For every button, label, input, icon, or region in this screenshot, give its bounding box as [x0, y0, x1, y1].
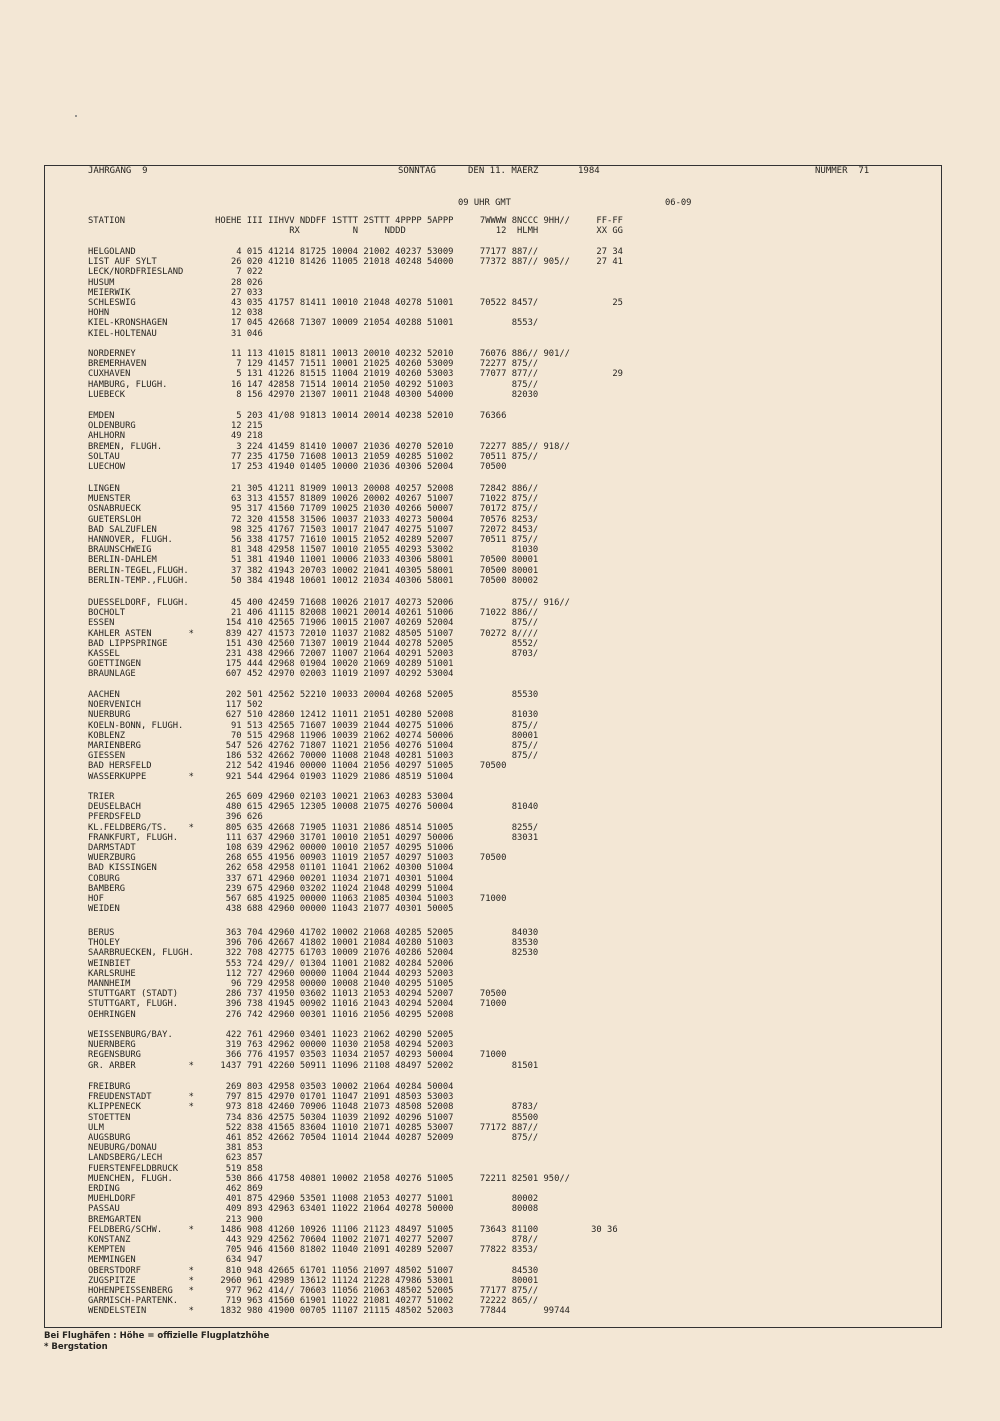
table-row: BAMBERG 239 675 42960 03202 11024 21048 40299 51004 [88, 883, 454, 894]
table-row: BRAUNSCHWEIG 81 348 42958 11507 10010 21055 40293 53002 81030 [88, 545, 539, 556]
table-row: KIEL-HOLTENAU 31 046 [88, 328, 263, 339]
table-row: COBURG 337 671 42960 00201 11034 21071 40301 51004 [88, 873, 454, 884]
table-row: BREMERHAVEN 7 129 41457 71511 10001 21025 40260 53009 72277 875// [88, 359, 539, 370]
table-row: PFERDSFELD 396 626 [88, 812, 263, 823]
time-range: 06-09 [665, 198, 692, 208]
table-row: MUENCHEN, FLUGH. 530 866 41758 40801 10002 21058 40276 51005 72211 82501 950// [88, 1173, 570, 1184]
table-row: SOLTAU 77 235 41750 71608 10013 21059 40285 51002 70511 875// [88, 451, 539, 462]
table-row: MUENSTER 63 313 41557 81809 10026 20002 40267 51007 71022 875// [88, 494, 539, 505]
table-row: ULM 522 838 41565 83604 11010 21071 40285 53007 77172 887// [88, 1122, 539, 1133]
table-row: EMDEN 5 203 41/08 91813 10014 20014 40238 52010 76366 [88, 411, 507, 421]
table-row: SCHLESWIG 43 035 41757 81411 10010 21048 40278 51001 70522 8457/ 25 [88, 298, 623, 308]
table-row: DUESSELDORF, FLUGH. 45 400 42459 71608 10026 21017 40273 52006 875// 916// [88, 598, 570, 608]
table-row: BAD HERSFELD 212 542 41946 00000 11004 21056 40297 51005 70500 [88, 761, 507, 772]
table-row: LUECHOW 17 253 41940 01405 10000 21036 40306 52004 70500 [88, 462, 507, 472]
table-row: NORDERNEY 11 113 41015 81811 10013 20010 40232 52010 76076 886// 901// [88, 349, 570, 359]
table-row: BREMEN, FLUGH. 3 224 41459 81410 10007 21036 40270 52010 72277 885// 918// [88, 441, 570, 452]
table-row: BERUS 363 704 42960 41702 10002 21068 40285 52005 84030 [88, 928, 539, 938]
table-row: OEHRINGEN 276 742 42960 00301 11016 21056 40295 52008 [88, 1009, 454, 1020]
table-row: SAARBRUECKEN, FLUGH. 322 708 42775 61703 10009 21076 40286 52004 82530 [88, 948, 539, 959]
table-row: STUTTGART (STADT) 286 737 41950 03602 11013 21053 40294 52007 70500 [88, 989, 507, 1000]
table-row: CUXHAVEN 5 131 41226 81515 11004 21019 40260 53003 77077 877// 29 [88, 369, 623, 380]
table-row: BAD KISSINGEN 262 658 42958 01101 11041 21062 40300 51004 [88, 863, 454, 874]
table-row: NUERBURG 627 510 42860 12412 11011 21051 40280 52008 81030 [88, 710, 539, 721]
table-row: GOETTINGEN 175 444 42968 01904 10020 21069 40289 51001 [88, 659, 454, 670]
table-row: GR. ARBER * 1437 791 42260 50911 11096 21108 48497 52002 81501 [88, 1060, 539, 1071]
table-row: HUSUM 28 026 [88, 277, 263, 288]
table-row: FREIBURG 269 803 42958 03503 10002 21064 40284 50004 [88, 1082, 454, 1092]
table-row: AACHEN 202 501 42562 52210 10033 20004 40268 52005 85530 [88, 690, 539, 700]
table-row: PASSAU 409 893 42963 63401 11022 21064 40278 50000 80008 [88, 1204, 539, 1215]
table-row: BERLIN-TEGEL,FLUGH. 37 382 41943 20703 10002 21041 40305 58001 70500 80001 [88, 565, 539, 576]
table-row: REGENSBURG 366 776 41957 03503 11034 21057 40293 50004 71000 [88, 1050, 507, 1061]
table-row: KARLSRUHE 112 727 42960 00000 11004 21044 40293 52003 [88, 968, 454, 979]
page-speck [75, 115, 77, 117]
weekday-label: SONNTAG [398, 166, 436, 176]
table-row: KONSTANZ 443 929 42562 70604 11002 21071 40277 52007 878// [88, 1235, 539, 1245]
table-row: DEUSELBACH 480 615 42965 12305 10008 21075 40276 50004 81040 [88, 802, 539, 813]
table-row: BOCHOLT 21 406 41115 82008 10021 20014 40261 51006 71022 886// [88, 608, 539, 619]
table-row: LIST AUF SYLT 26 020 41210 81426 11005 21018 40248 54000 77372 887// 905// 27 41 [88, 257, 623, 268]
table-row: BERLIN-TEMP.,FLUGH. 50 384 41948 10601 10012 21034 40306 58001 70500 80002 [88, 575, 539, 586]
table-row: ZUGSPITZE * 2960 961 42989 13612 11124 21228 47986 53001 80001 [88, 1275, 539, 1286]
table-row: OBERSTDORF * 810 948 42665 61701 11056 21097 48502 51007 84530 [88, 1265, 539, 1276]
table-row: HOHENPEISSENBERG * 977 962 414// 70603 11056 21063 48502 52005 77177 875// [88, 1286, 539, 1296]
table-row: ESSEN 154 410 42565 71906 10015 21007 40269 52004 875// [88, 618, 539, 629]
table-row: FUERSTENFELDBRUCK 519 858 [88, 1163, 263, 1174]
table-row: OLDENBURG 12 215 [88, 421, 263, 432]
table-row: WEINBIET 553 724 429// 01304 11001 21082 40284 52006 [88, 958, 454, 969]
table-row: AUGSBURG 461 852 42662 70504 11014 21044 40287 52009 875// [88, 1133, 539, 1143]
table-row: LUEBECK 8 156 42970 21307 10011 21048 40300 54000 82030 [88, 389, 539, 400]
table-row: MEMMINGEN 634 947 [88, 1255, 263, 1266]
table-row: NOERVENICH 117 502 [88, 700, 263, 711]
table-row: FRANKFURT, FLUGH. 111 637 42960 31701 10010 21051 40297 50006 83031 [88, 832, 539, 843]
table-row: WASSERKUPPE * 921 544 42964 01903 11029 21086 48519 51004 [88, 771, 454, 782]
table-row: STOETTEN 734 836 42575 50304 11039 21092 40296 51007 85500 [88, 1112, 539, 1123]
footnote-mountain-station: * Bergstation [44, 1342, 108, 1352]
column-header-row-1: STATION HOEHE III IIHVV NDDFF 1STTT 2STTT 4PPPP 5APPP 7WWWW 8NCCC 9HH// FF-FF [88, 216, 623, 226]
table-row: NUERNBERG 319 763 42962 00000 11030 21058 40294 52003 [88, 1040, 454, 1051]
table-row: BERLIN-DAHLEM 51 381 41940 11001 10006 21033 40306 58001 70500 80001 [88, 555, 539, 566]
table-row: BREMGARTEN 213 900 [88, 1214, 263, 1225]
table-row: KLIPPENECK * 973 818 42460 70906 11048 21073 48508 52008 8783/ [88, 1102, 539, 1113]
table-row: MARIENBERG 547 526 42762 71807 11021 21056 40276 51004 875// [88, 741, 539, 751]
table-row: KAHLER ASTEN * 839 427 41573 72010 11037 21082 48505 51007 70272 8//// [88, 628, 539, 639]
table-row: GUETERSLOH 72 320 41558 31506 10037 21033 40273 50004 70576 8253/ [88, 514, 539, 525]
table-row: STUTTGART, FLUGH. 396 738 41945 00902 11016 21043 40294 52004 71000 [88, 999, 507, 1010]
table-row: KOBLENZ 70 515 42968 11906 10039 21062 40274 50006 80001 [88, 730, 539, 741]
issue-number: NUMMER 71 [815, 166, 870, 176]
table-row: KIEL-KRONSHAGEN 17 045 42668 71307 10009 21054 40288 51001 8553/ [88, 318, 539, 329]
year-label: 1984 [578, 166, 600, 176]
table-row: MANNHEIM 96 729 42958 00000 10008 21040 40295 51005 [88, 979, 454, 989]
table-row: BAD SALZUFLEN 98 325 41767 71503 10017 21047 40275 51007 72072 8453/ [88, 524, 539, 535]
table-row: THOLEY 396 706 42667 41802 10001 21084 40280 51003 83530 [88, 938, 539, 949]
footnote-airports: Bei Flughäfen : Höhe = offizielle Flugplatzhöhe [44, 1331, 270, 1341]
table-row: DARMSTADT 108 639 42962 00000 10010 21057 40295 51006 [88, 843, 454, 853]
column-header-row-2: RX N NDDD 12 HLMH XX GG [88, 226, 623, 236]
observation-time: 09 UHR GMT [458, 198, 511, 208]
table-row: GIESSEN 186 532 42662 70000 11008 21048 40281 51003 875// [88, 751, 539, 762]
table-row: FREUDENSTADT * 797 815 42970 01701 11047 21091 48503 53003 [88, 1092, 454, 1103]
table-row: WEISSENBURG/BAY. 422 761 42960 03401 11023 21062 40290 52005 [88, 1030, 454, 1040]
table-row: WENDELSTEIN * 1832 980 41900 00705 11107 21115 48502 52003 77844 99744 [88, 1306, 570, 1317]
table-row: HOF 567 685 41925 00000 11063 21085 40304 51003 71000 [88, 894, 507, 904]
table-row: MEIERWIK 27 033 [88, 287, 263, 298]
table-row: WUERZBURG 268 655 41956 00903 11019 21057 40297 51003 70500 [88, 853, 507, 864]
table-row: NEUBURG/DONAU 381 853 [88, 1143, 263, 1154]
table-row: HOHN 12 038 [88, 308, 263, 319]
table-row: WEIDEN 438 688 42960 00000 11043 21077 40301 50005 [88, 904, 454, 915]
table-row: MUEHLDORF 401 875 42960 53501 11008 21053 40277 51001 80002 [88, 1194, 539, 1205]
table-row: LINGEN 21 305 41211 81909 10013 20008 40257 52008 72842 886// [88, 484, 539, 494]
table-row: HAMBURG, FLUGH. 16 147 42858 71514 10014 21050 40292 51003 875// [88, 379, 539, 390]
table-row: GARMISCH-PARTENK. 719 963 41560 61901 11022 21081 40277 51002 72222 865// [88, 1296, 539, 1307]
table-row: KEMPTEN 705 946 41560 81802 11040 21091 40289 52007 77822 8353/ [88, 1245, 539, 1256]
table-row: BRAUNLAGE 607 452 42970 02003 11019 21097 40292 53004 [88, 669, 454, 680]
table-row: KL.FELDBERG/TS. * 805 635 42668 71905 11031 21086 48514 51005 8255/ [88, 822, 539, 833]
table-row: ERDING 462 869 [88, 1184, 263, 1194]
table-row: LECK/NORDFRIESLAND 7 022 [88, 267, 263, 278]
table-row: AHLHORN 49 218 [88, 431, 263, 442]
table-row: BAD LIPPSPRINGE 151 430 42560 71307 10019 21044 40278 52005 8552/ [88, 638, 539, 649]
date-label: DEN 11. MAERZ [468, 166, 539, 176]
table-row: HELGOLAND 4 015 41214 81725 10004 21002 40237 53009 77177 887// 27 34 [88, 247, 623, 257]
table-row: HANNOVER, FLUGH. 56 338 41757 71610 10015 21052 40289 52007 70511 875// [88, 535, 539, 545]
table-row: OSNABRUECK 95 317 41560 71709 10025 21030 40266 50007 70172 875// [88, 504, 539, 515]
table-row: FELDBERG/SCHW. * 1486 908 41260 10926 11106 21123 48497 51005 73643 81100 30 36 [88, 1224, 618, 1235]
table-row: KOELN-BONN, FLUGH. 91 513 42565 71607 10039 21044 40275 51006 875// [88, 720, 539, 731]
jahrgang-label: JAHRGANG 9 [88, 166, 148, 176]
table-row: TRIER 265 609 42960 02103 10021 21063 40283 53004 [88, 792, 454, 802]
table-row: KASSEL 231 438 42966 72007 11007 21064 40291 52003 8703/ [88, 649, 539, 659]
table-row: LANDSBERG/LECH 623 857 [88, 1153, 263, 1164]
